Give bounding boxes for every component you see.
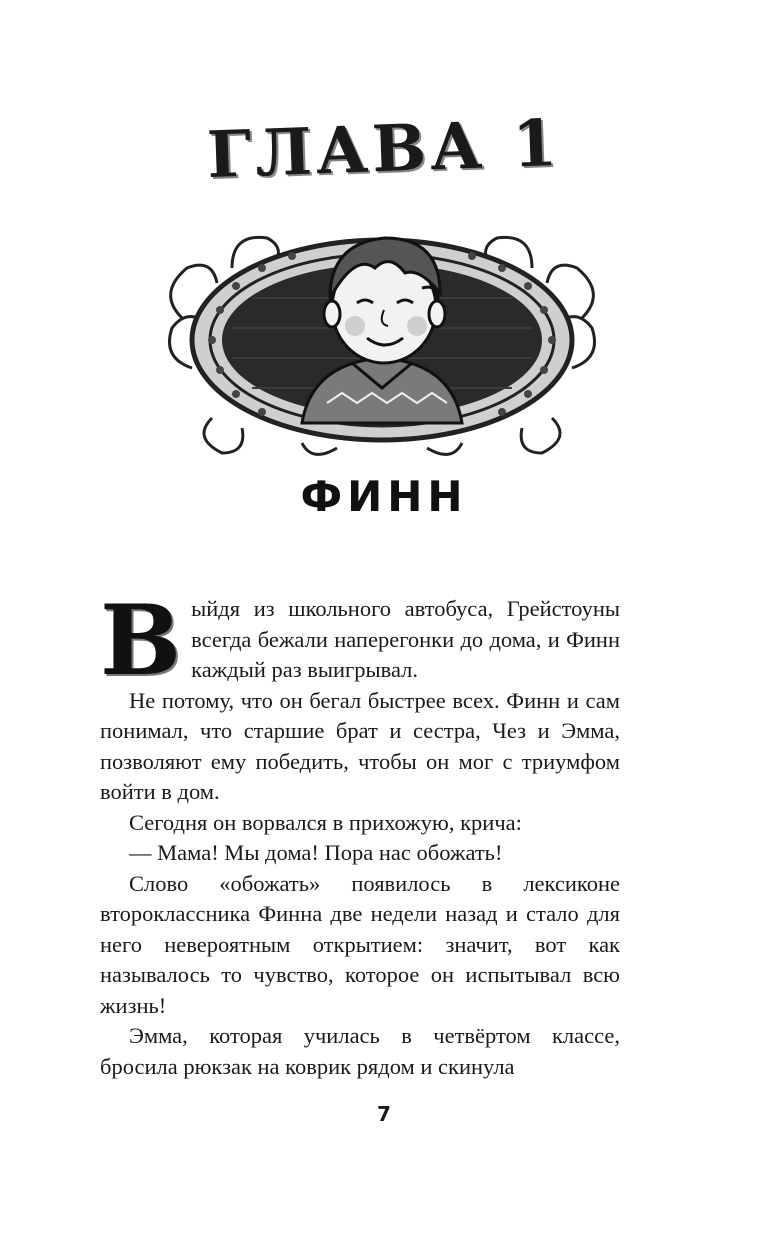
paragraph-1-text: ыйдя из школьного автобуса, Грейстоуны всегда бежали наперегонки до дома, и Финн каждый раз выигрывал. bbox=[191, 596, 620, 682]
chapter-name: ФИНН bbox=[300, 472, 468, 521]
paragraph-2: Не потому, что он бегал быстрее всех. Финн и сам понимал, что старшие брат и сестра, Чез и Эмма, позволяют ему победить, чтобы он мог с триумфом войти в дом. bbox=[100, 687, 620, 804]
chapter-body-text bbox=[100, 584, 620, 1082]
paragraph-1 bbox=[100, 584, 620, 697]
page-number: 7 bbox=[377, 1102, 391, 1126]
paragraph-4-dialogue: — Мама! Мы дома! Пора нас обожать! bbox=[129, 840, 503, 865]
chapter-title: ГЛАВА 1 bbox=[205, 105, 563, 194]
paragraph-3: Сегодня он ворвался в прихожую, крича: bbox=[129, 809, 522, 835]
paragraph-5: Слово «обожать» появилось в лексиконе второклассника Финна две недели назад и стало для него невероятным открытием: значит, вот как называлось то чувство, которое он испытывал всю жизнь! bbox=[100, 870, 620, 1018]
paragraph-6: Эмма, которая училась в четвёртом классе, бросила рюкзак на коврик рядом и скинула bbox=[100, 1023, 620, 1079]
boy-portrait-in-ornate-frame-icon bbox=[152, 218, 612, 458]
drop-cap-letter: В bbox=[100, 584, 182, 697]
